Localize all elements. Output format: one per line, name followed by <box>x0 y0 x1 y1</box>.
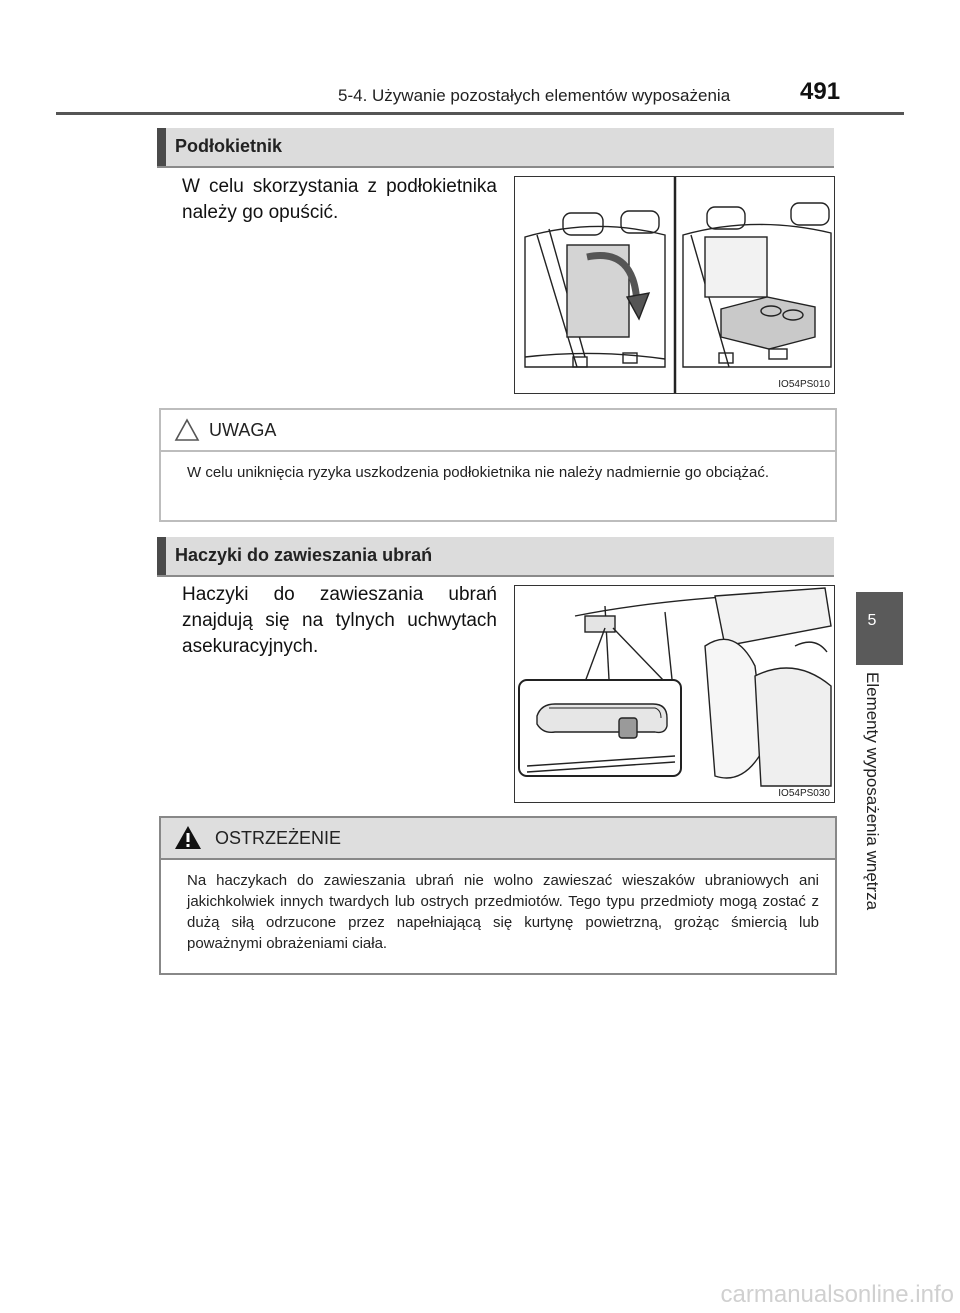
warning-text: Na haczykach do zawieszania ubrań nie wolno zawieszać wieszaków ubraniowych ani jakichkolwiek innych twardych lub ostrych przedmiotów. Tego typu przedmioty mogą zostać z dużą siłą odrzucone przez napełniającą się kurtynę powietrzną, grożąc śmiercią lub poważnymi obrażeniami ciała. <box>187 872 819 952</box>
figure-code: IO54PS030 <box>778 788 830 799</box>
caution-header <box>161 410 835 452</box>
armrest-illustration <box>515 177 834 393</box>
hooks-body-text: Haczyki do zawieszania ubrań znajdują się na tylnych uchwytach asekuracyjnych. <box>182 584 497 657</box>
caution-text: W celu uniknięcia ryzyka uszkodzenia podłokietnika nie należy nadmiernie go obciążać. <box>187 464 769 481</box>
watermark: carmanualsonline.info <box>720 1281 954 1308</box>
caution-title: UWAGA <box>209 420 277 440</box>
section-heading-clothes-hooks <box>157 537 834 577</box>
armrest-figure <box>514 176 835 394</box>
caution-outline-triangle-icon <box>174 418 200 442</box>
page-number: 491 <box>800 78 841 105</box>
figure-code: IO54PS010 <box>778 379 830 390</box>
caution-box <box>159 408 837 522</box>
clothes-hook-illustration <box>515 586 834 802</box>
chapter-number: 5 <box>867 612 877 629</box>
section-heading-text: Haczyki do zawieszania ubrań <box>175 545 433 565</box>
warning-filled-triangle-icon <box>174 825 202 851</box>
armrest-body-text: W celu skorzystania z podłokietnika należy go opuścić. <box>182 176 497 223</box>
warning-box <box>159 816 837 975</box>
warning-header <box>161 818 835 860</box>
section-heading-armrest <box>157 128 834 168</box>
running-header: 5-4. Używanie pozostałych elementów wyposażenia <box>338 86 731 105</box>
chapter-label: Elementy wyposażenia wnętrza <box>863 672 882 911</box>
header-rule <box>56 112 904 115</box>
warning-title: OSTRZEŻENIE <box>215 828 342 848</box>
section-heading-text: Podłokietnik <box>175 136 283 156</box>
clothes-hook-figure <box>514 585 835 803</box>
